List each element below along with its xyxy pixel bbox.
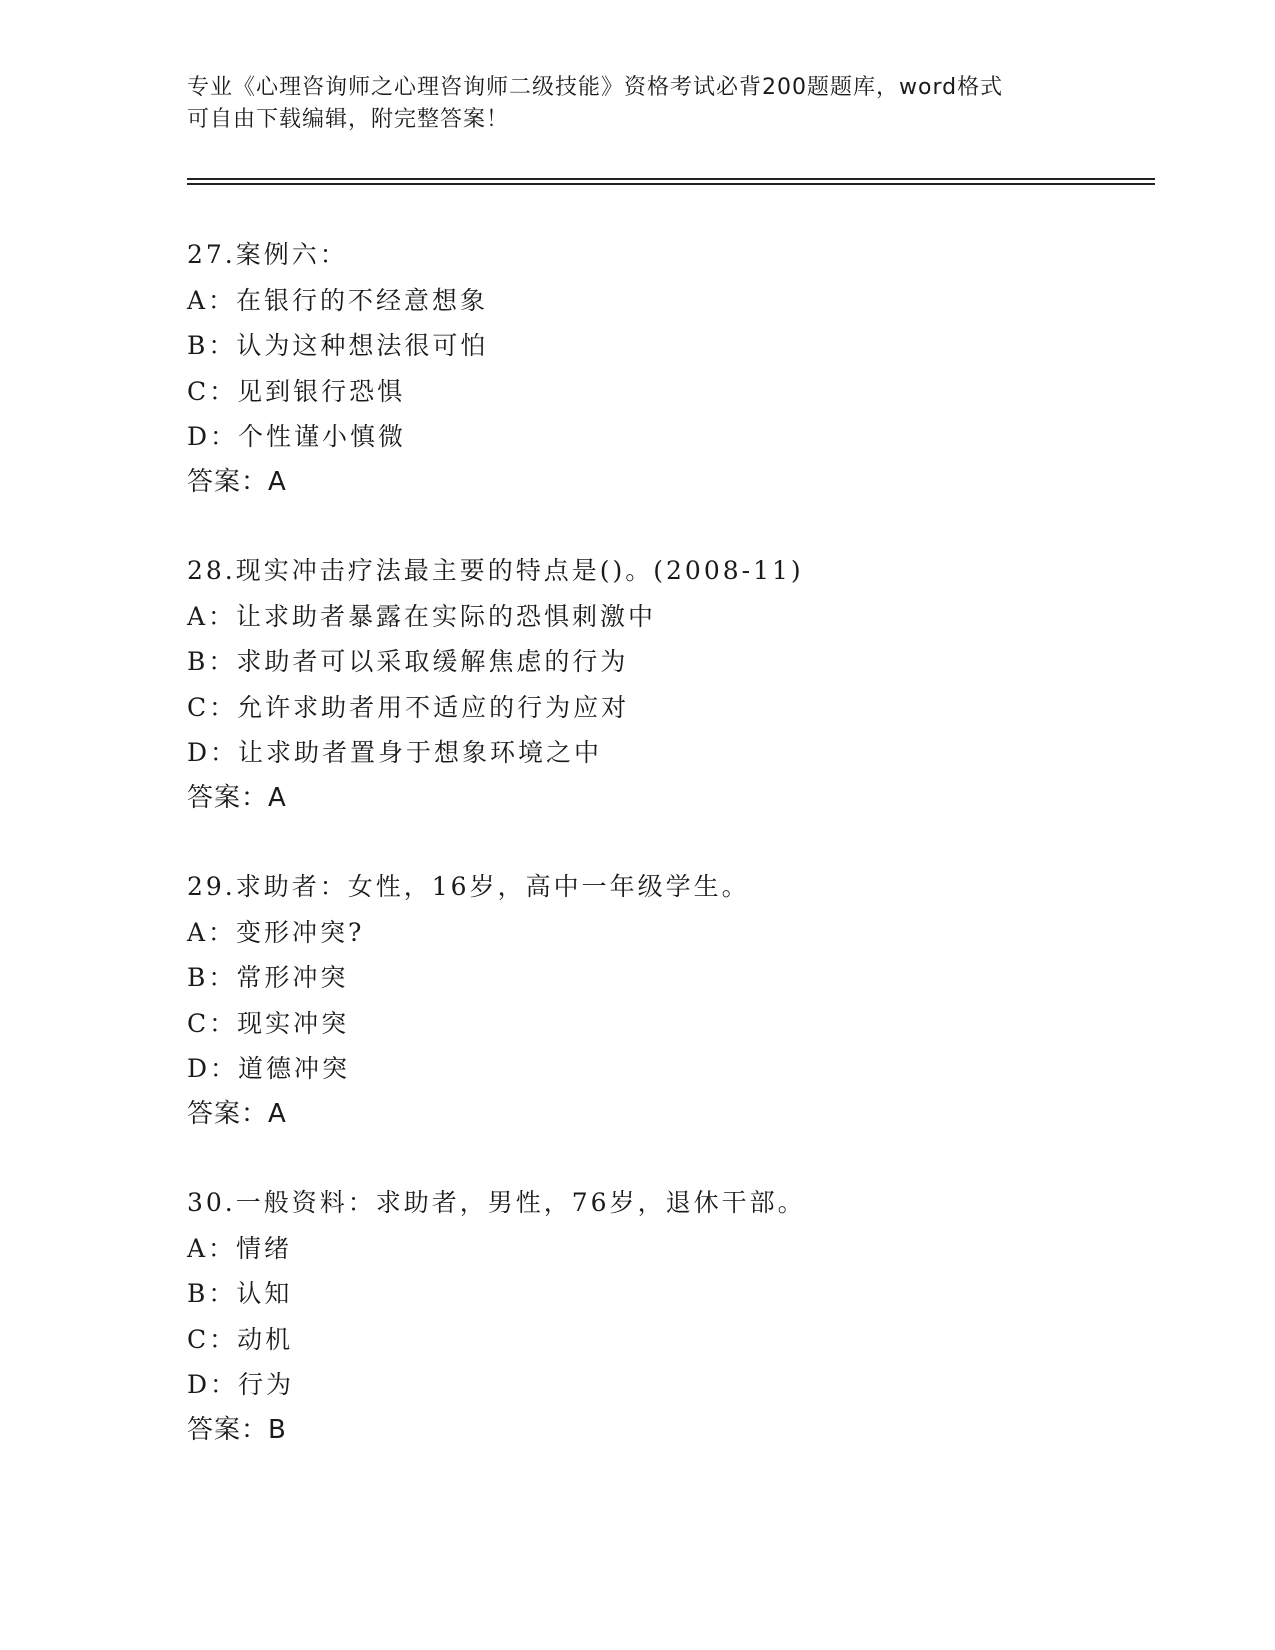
answer: 答案：A bbox=[187, 1098, 287, 1129]
option-d: D：行为 bbox=[187, 1370, 295, 1399]
option-b: B：求助者可以采取缓解焦虑的行为 bbox=[187, 647, 629, 676]
option-a: A：让求助者暴露在实际的恐惧刺激中 bbox=[187, 601, 657, 631]
answer: 答案：A bbox=[187, 466, 287, 497]
question-stem: 27.案例六： bbox=[187, 240, 348, 269]
option-c: C：见到银行恐惧 bbox=[187, 376, 406, 406]
question-30 bbox=[187, 1180, 1147, 1453]
question-stem: 30.一般资料：求助者，男性，76岁，退休干部。 bbox=[187, 1188, 806, 1217]
question-stem: 29.求助者：女性，16岁，高中一年级学生。 bbox=[187, 872, 750, 901]
question-27 bbox=[187, 232, 1147, 505]
question-stem: 28.现实冲击疗法最主要的特点是()。(2008-11) bbox=[187, 556, 804, 585]
option-a: A：在银行的不经意想象 bbox=[187, 285, 489, 315]
option-d: D：道德冲突 bbox=[187, 1054, 351, 1083]
option-b: B：认为这种想法很可怕 bbox=[187, 331, 489, 360]
question-28 bbox=[187, 548, 1147, 821]
option-c: C：允许求助者用不适应的行为应对 bbox=[187, 692, 630, 722]
header-line-2: 可自由下载编辑，附完整答案！ bbox=[187, 107, 510, 132]
option-d: D：个性谨小慎微 bbox=[187, 422, 407, 451]
option-c: C：动机 bbox=[187, 1324, 294, 1354]
document-header bbox=[187, 72, 1087, 136]
answer: 答案：B bbox=[187, 1414, 287, 1445]
option-b: B：认知 bbox=[187, 1279, 293, 1308]
option-a: A：变形冲突? bbox=[187, 917, 365, 947]
header-divider-top bbox=[187, 178, 1155, 180]
option-d: D：让求助者置身于想象环境之中 bbox=[187, 738, 603, 767]
header-divider-bottom bbox=[187, 183, 1155, 185]
option-b: B：常形冲突 bbox=[187, 963, 349, 992]
answer: 答案：A bbox=[187, 782, 287, 813]
option-a: A：情绪 bbox=[187, 1233, 293, 1263]
question-29 bbox=[187, 864, 1147, 1137]
option-c: C：现实冲突 bbox=[187, 1008, 350, 1038]
header-line-1: 专业《心理咨询师之心理咨询师二级技能》资格考试必背200题题库，word格式 bbox=[187, 75, 1004, 100]
